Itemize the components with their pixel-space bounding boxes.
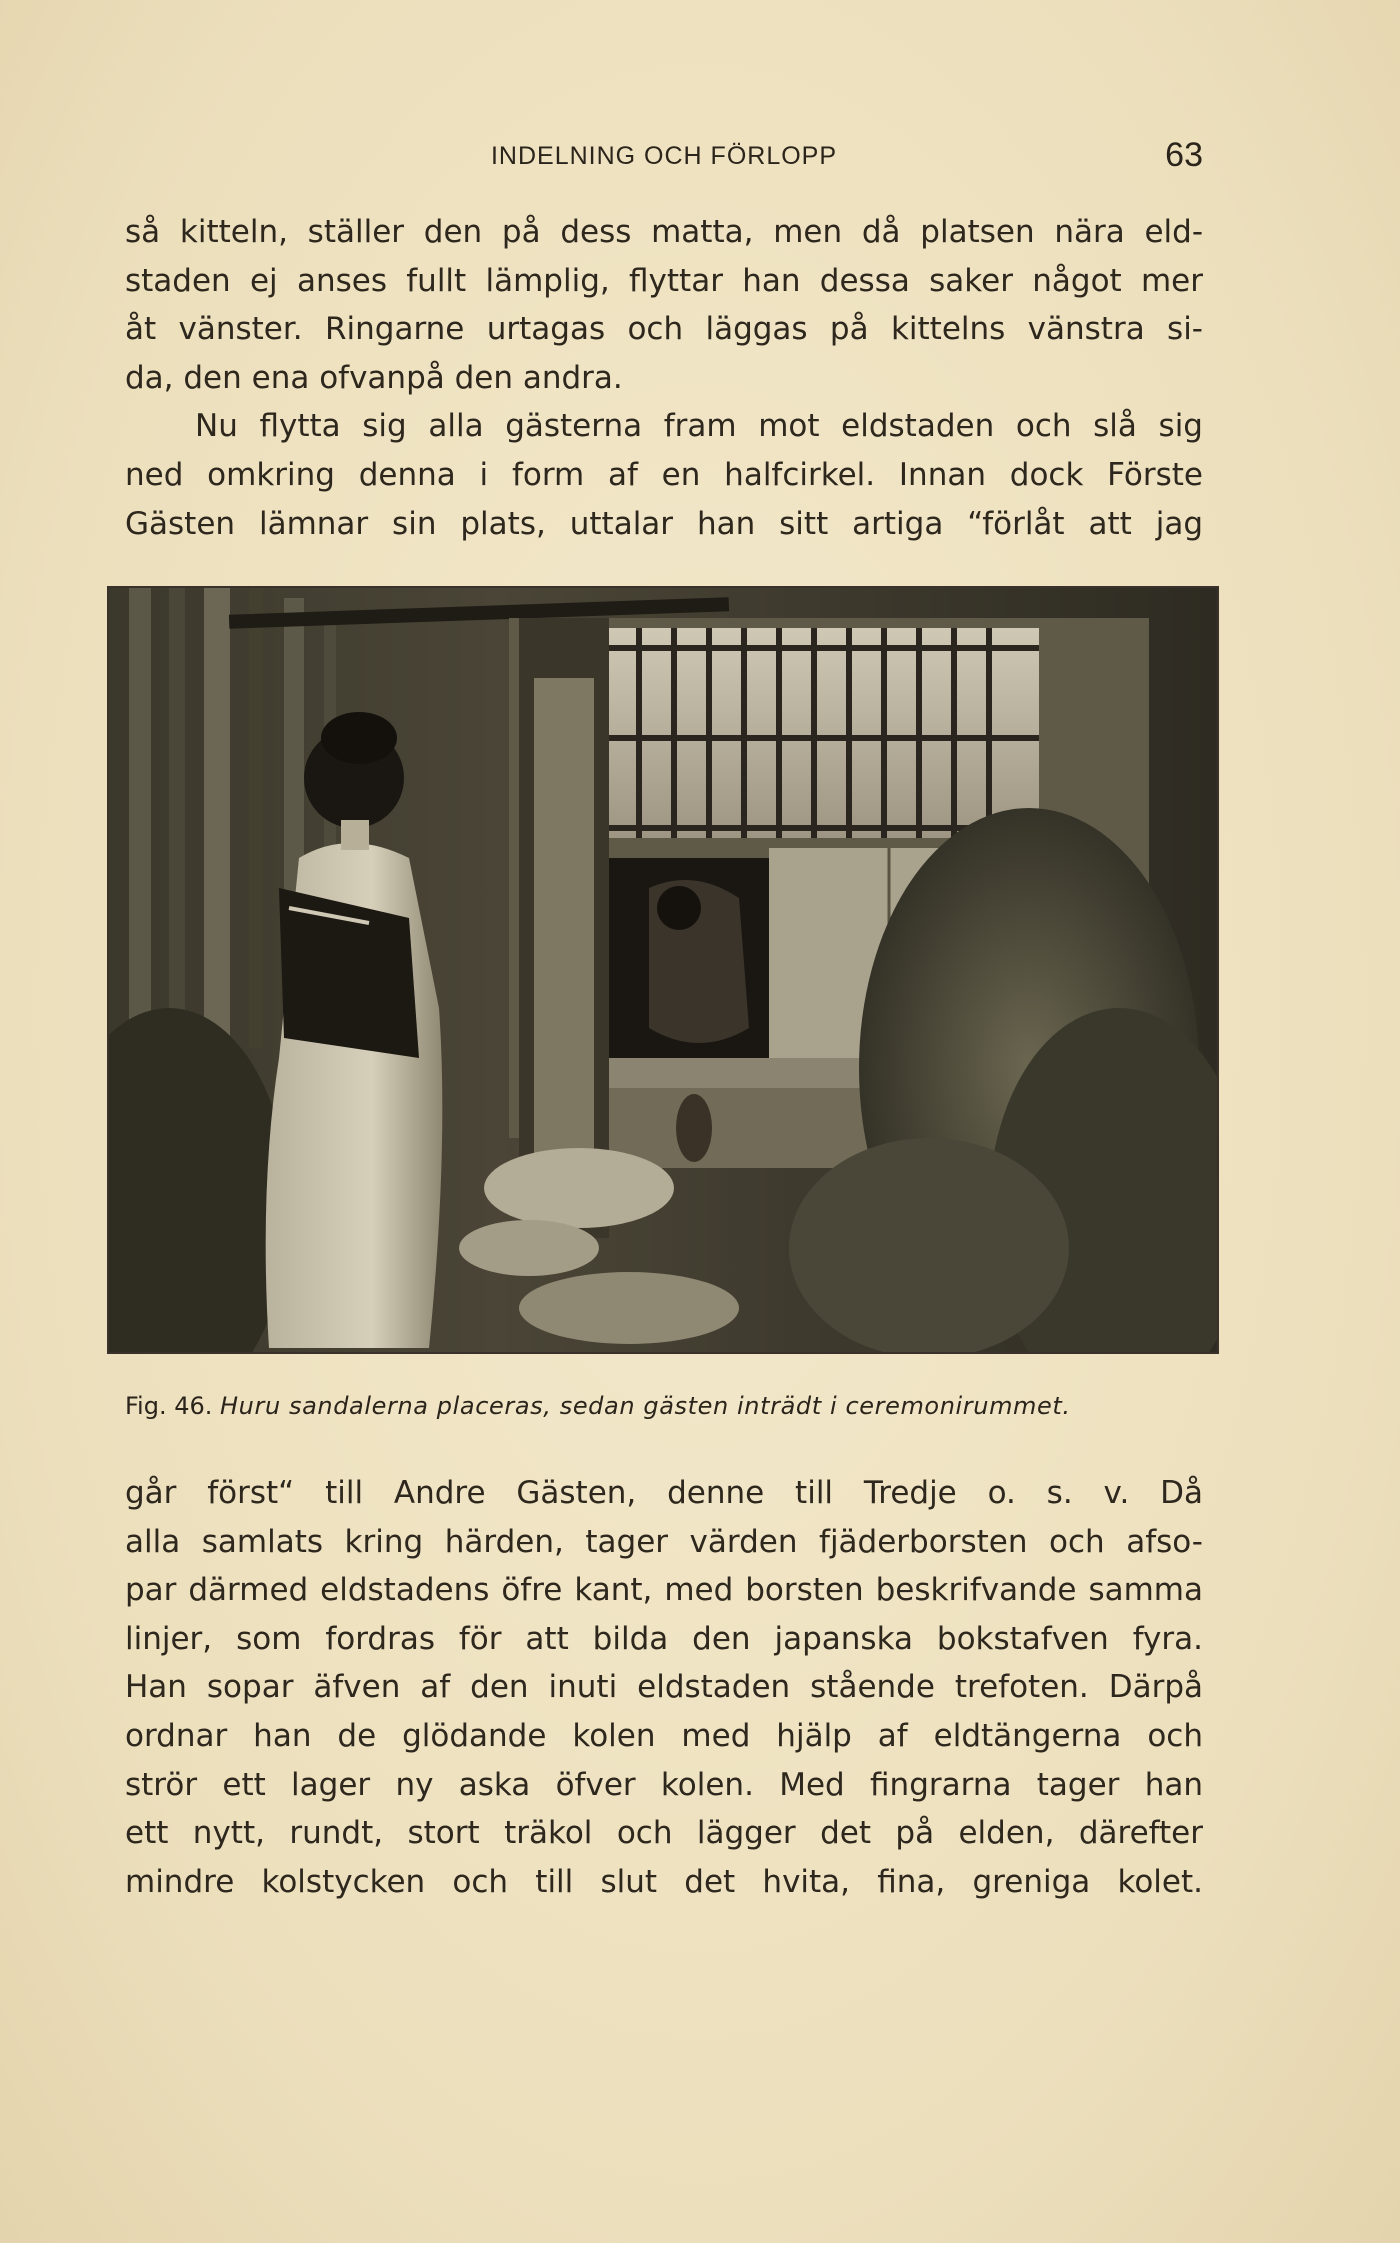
text-line: Han sopar äfven af den inuti eldstaden stående trefoten. Därpå [125,1669,1203,1706]
running-head [125,136,1203,176]
photo-illustration [109,588,1217,1352]
text-line: åt vänster. Ringarne urtagas och läggas på kittelns vänstra si- [125,311,1203,348]
text-line: staden ej anses fullt lämplig, flyttar han dessa saker något mer [125,262,1203,299]
text-line: strör ett lager ny aska öfver kolen. Med fingrarna tager han [125,1766,1203,1803]
figure-label: Fig. 46. [125,1392,213,1420]
page-number: 63 [1165,136,1203,174]
text-line: alla samlats kring härden, tager värden fjäderborsten och afso- [125,1523,1203,1560]
text-line: ordnar han de glödande kolen med hjälp af eldtängerna och [125,1717,1203,1754]
figure-photograph [107,586,1219,1354]
text-line: Gästen lämnar sin plats, uttalar han sitt artiga “förlåt att jag [125,505,1203,542]
text-line: linjer, som fordras för att bilda den japanska bokstafven fyra. [125,1620,1203,1657]
figure-caption [125,1392,1203,1420]
text-line: par därmed eldstadens öfre kant, med borsten beskrifvande samma [125,1572,1203,1609]
text-line: Nu flytta sig alla gästerna fram mot eldstaden och slå sig [195,408,1203,445]
text-line: går först“ till Andre Gästen, denne till Tredje o. s. v. Då [125,1475,1203,1511]
running-title: INDELNING OCH FÖRLOPP [490,142,838,170]
text-line: da, den ena ofvanpå den andra. [125,359,623,396]
figure-caption-text: Huru sandalerna placeras, sedan gästen inträdt i ceremonirummet. [220,1392,1071,1420]
text-line: så kitteln, ställer den på dess matta, men då platsen nära eld- [125,214,1203,250]
bottom-paragraph [125,1469,1203,1906]
text-line: mindre kolstycken och till slut det hvita, fina, greniga kolet. [125,1863,1203,1900]
text-line: ett nytt, rundt, stort träkol och lägger det på elden, därefter [125,1815,1203,1852]
text-line: ned omkring denna i form af en halfcirkel. Innan dock Förste [125,456,1203,493]
top-paragraph [125,208,1203,548]
